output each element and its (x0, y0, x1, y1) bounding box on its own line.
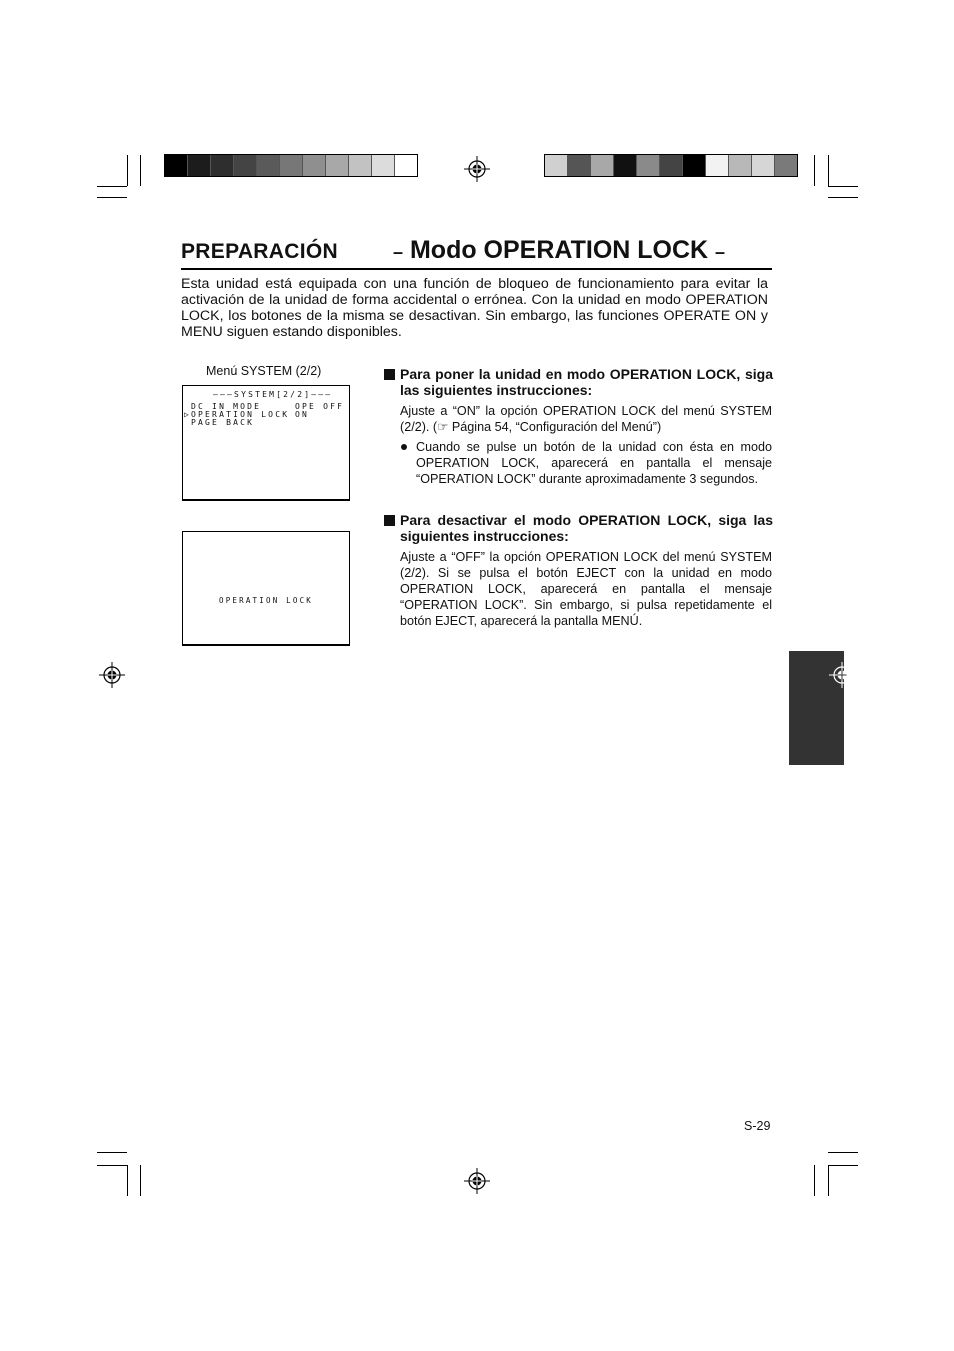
color-swatch (188, 155, 211, 176)
crop-mark (828, 155, 829, 186)
crop-mark (127, 155, 128, 186)
color-swatch (706, 155, 729, 176)
color-swatch (660, 155, 683, 176)
square-bullet-icon (384, 515, 395, 526)
crop-mark (97, 197, 127, 198)
color-bar-left (164, 154, 418, 177)
crop-mark (828, 1152, 858, 1153)
color-swatch (752, 155, 775, 176)
color-swatch (775, 155, 797, 176)
color-bar-right (544, 154, 798, 177)
registration-mark-icon (99, 662, 125, 688)
registration-mark-icon (829, 662, 855, 688)
crop-mark (127, 1165, 128, 1196)
color-swatch (591, 155, 614, 176)
section-1-bullet-text: Cuando se pulse un botón de la unidad con ésta en modo OPERATION LOCK, aparecerá en pantalla el mensaje “OPERATION LOCK” durante aproximadamente 3 segundos. (416, 440, 772, 486)
section-1-heading-text: Para poner la unidad en modo OPERATION LOCK, siga las siguientes instrucciones: (400, 366, 773, 398)
crop-mark (814, 1165, 815, 1196)
section-label: PREPARACIÓN (181, 240, 338, 263)
registration-mark-icon (464, 1168, 490, 1194)
lock-message: OPERATION LOCK (218, 596, 313, 605)
color-swatch (729, 155, 752, 176)
page-heading (181, 238, 772, 270)
crop-mark (97, 1152, 127, 1153)
crop-mark (140, 1165, 141, 1196)
color-swatch (395, 155, 417, 176)
menu-row-value: ON (295, 410, 310, 419)
registration-mark-icon (464, 156, 490, 182)
crop-mark (97, 186, 127, 187)
square-bullet-icon (384, 369, 395, 380)
crop-mark (828, 186, 858, 187)
menu-header: –––SYSTEM[2/2]––– (213, 390, 333, 399)
title-text: Modo OPERATION LOCK (409, 236, 709, 264)
menu-system-screen (182, 385, 350, 501)
color-swatch (683, 155, 706, 176)
color-swatch (257, 155, 280, 176)
crop-mark (828, 1165, 829, 1196)
color-swatch (372, 155, 395, 176)
color-swatch (280, 155, 303, 176)
section-1-body: Ajuste a “ON” la opción OPERATION LOCK del menú SYSTEM (2/2). (☞ Página 54, “Configuración del Menú”) (400, 404, 772, 434)
color-swatch (349, 155, 372, 176)
section-2-body: Ajuste a “OFF” la opción OPERATION LOCK del menú SYSTEM (2/2). Si se pulsa el botón EJECT con la unidad en modo OPERATION LOCK, aparecerá en pantalla el mensaje “OPERATION LOCK”. Sin embargo, si pulsa repetidamente el botón EJECT, aparecerá la pantalla MENÚ. (400, 550, 772, 628)
title-dash-left: – (393, 242, 404, 262)
crop-mark (828, 197, 858, 198)
color-swatch (234, 155, 257, 176)
section-2-heading-text: Para desactivar el modo OPERATION LOCK, siga las siguientes instrucciones: (400, 512, 773, 544)
color-swatch (637, 155, 660, 176)
page-title (393, 236, 725, 265)
menu-cursor-icon: ▷ (184, 410, 189, 419)
color-swatch (303, 155, 326, 176)
menu-row-label: OPERATION LOCK (191, 410, 290, 419)
menu-caption: Menú SYSTEM (2/2) (206, 364, 322, 378)
crop-mark (828, 1165, 858, 1166)
menu-row-label: PAGE BACK (191, 418, 255, 427)
color-swatch (326, 155, 349, 176)
color-swatch (165, 155, 188, 176)
crop-mark (140, 155, 141, 186)
color-swatch (614, 155, 637, 176)
color-swatch (211, 155, 234, 176)
menu-row-value: OPE OFF (295, 402, 345, 411)
color-swatch (545, 155, 568, 176)
menu-row-label: DC IN MODE (191, 402, 262, 411)
color-swatch (568, 155, 591, 176)
crop-mark (814, 155, 815, 186)
page-number: S-29 (744, 1119, 771, 1133)
bullet-dot-icon (401, 444, 407, 450)
crop-mark (97, 1165, 127, 1166)
operation-lock-screen (182, 531, 350, 646)
title-dash-right: – (715, 242, 726, 262)
intro-paragraph: Esta unidad está equipada con una función de bloqueo de funcionamiento para evitar la activación de la unidad de forma accidental o errónea. Con la unidad en modo OPERATION LOCK, los botones de la misma se desactivan. Sin embargo, las funciones OPERATE ON y MENU siguen estando disponibles. (181, 276, 768, 340)
